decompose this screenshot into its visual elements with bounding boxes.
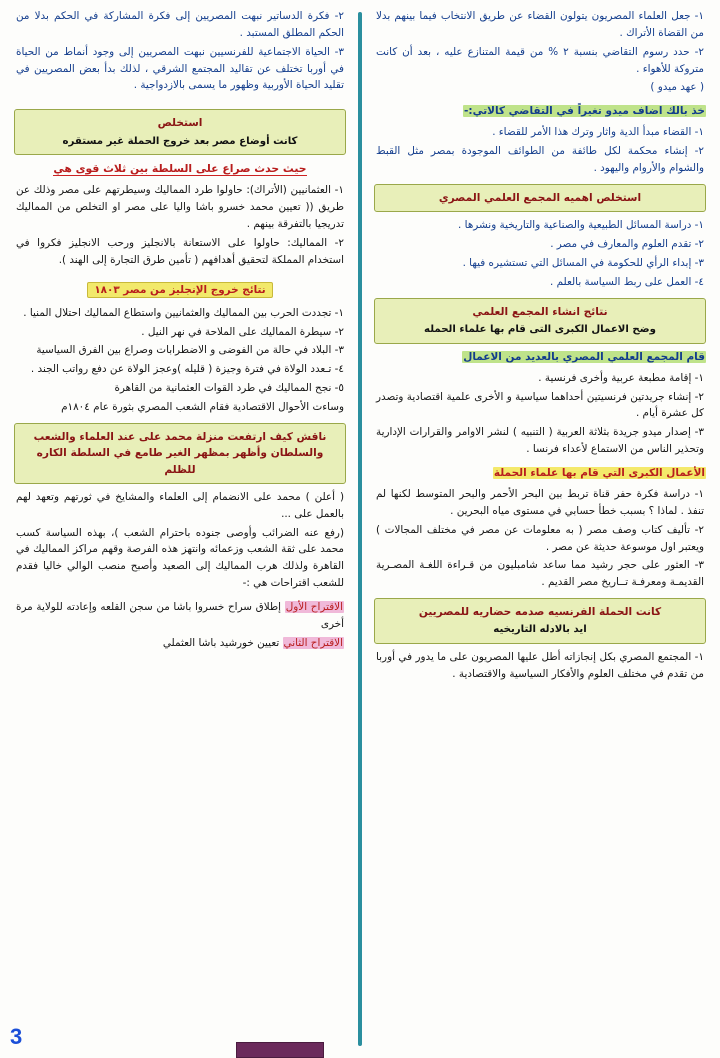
scientific-banner (374, 184, 706, 212)
results-tail: وساءت الأحوال الاقتصادية فقام الشعب المصري بثورة عام ١٨٠٤م (61, 400, 344, 413)
proposal-2-label: الاقتراح الثاني (283, 636, 343, 649)
summary-banner (14, 109, 346, 155)
column-divider (358, 12, 362, 1046)
mido-note: خذ بالك اضاف ميدو تغيراً في التقاضي كالاتي:- (464, 105, 705, 118)
results-tag-line (14, 278, 346, 298)
scientific-items (374, 217, 706, 292)
results-tag: نتائج خروج الإنجليز من مصر ١٨٠٣ (87, 282, 272, 298)
results-item-2: ٢- سيطرة المماليك على الملاحة في نهر النيل . (141, 325, 344, 338)
mido-item-2: ٢- إنشاء محكمة لكل طائفة من الطوائف الموجودة بمصر مثل القبط والشوام والأروام واليهود . (376, 145, 704, 174)
scientific-item-3: ٣- إبداء الرأي للحكومة في المسائل التي تستشيره فيها . (462, 256, 704, 269)
left-top-items (374, 8, 706, 98)
results-items (14, 305, 346, 418)
scientific-item-1: ١- دراسة المسائل الطبيعية والصناعية والتاريخية ونشرها . (458, 219, 704, 232)
major-works-heading: الأعمال الكبرى التي قام بها علماء الحملة (493, 466, 705, 479)
major-works-item-2: ٢- تأليف كتاب وصف مصر ( به معلومات عن مصر في مختلف المجالات ) ويعتبر اول موسوعة حديثة عن مصر . (376, 523, 704, 553)
left-top-item-3: ( عهد ميدو ) (650, 81, 704, 94)
proposal-1 (16, 599, 344, 633)
conflict-item-2: ٢- المماليك: حاولوا على الاستعانة بالانجليز ورحب الانجليز فكروا في استخدام المملكة لتحقيق أهدافهم ( تأمين طرق التجارة إلى الهند ). (16, 236, 344, 266)
proposal-2 (16, 635, 344, 652)
discuss-banner (14, 423, 346, 484)
conflict-item-1: ١- العثمانيين (الأتراك): حاولوا طرد المماليك وسيطرتهم على مصر وذلك عن طريق (( تعيين محمد خسرو باشا واليا على مصر او التخلص من المماليك تدريجيا بالتفرقة بينهم . (16, 184, 344, 231)
discuss-banner-text: ناقش كيف ارتفعت منزلة محمد على عند العلماء والشعب والسلطان وأظهر بمظهر الغير طامع في السلطة الكاره للظلم (33, 430, 327, 476)
works-item-3: ٣- إصدار ميدو جريدة بثلاثة العربية ( التنبيه ) لنشر الاوامر والقرارات الإدارية وتحذير الناس من الاستماع لأعداء فرنسا . (376, 426, 704, 456)
discuss-items (14, 489, 346, 594)
right-top-item-2: ٣- الحياة الاجتماعية للفرنسيين نبهت المصريين إلى وجود أنماط من الحياة في أوربا تختلف عن تقاليد المجتمع الشرقي ، لذلك بدأ بعض المصريين في تقليد الحياة الأوربية وظهور ما يسمى بالازدواجية . (16, 45, 344, 92)
scientific-item-4: ٤- العمل على ربط السياسة بالعلم . (550, 275, 704, 288)
right-column (8, 6, 352, 1052)
major-works-item-3: ٣- العثور على حجر رشيد مما ساعد شامبليون من قـراءة اللغـة المصـرية القديمـة ومعرفـة تــاريخ مصر القديم . (376, 559, 704, 589)
results-banner (374, 298, 706, 344)
works-items (374, 370, 706, 460)
conflict-heading: حيث حدث صراع على السلطة بين ثلاث قوى هي (53, 162, 307, 176)
major-works-items (374, 486, 706, 593)
shock-banner (374, 598, 706, 644)
scientific-item-2: ٢- تقدم العلوم والمعارف في مصر . (550, 238, 704, 250)
proposal-1-text: إطلاق سراح خسروا باشا من سجن القلعه وإعادته للولاية مرة أخرى (16, 601, 344, 630)
left-column (368, 6, 712, 1052)
proposal-2-text: تعيين خورشيد باشا العثملي (162, 636, 280, 649)
major-works-item-1: ١- دراسة فكرة حفر قناة تربط بين البحر الأحمر والبحر المتوسط لكنها لم تنفذ . لماذا ؟ بسبب خطأ حسابي في مستوى مياه البحرين . (376, 487, 704, 517)
results-banner-title: نتائج انشاء المجمع العلمي (472, 305, 608, 318)
summary-banner-text: كانت أوضاع مصر بعد خروج الحملة غير مستقره (62, 135, 298, 147)
shock-banner-line2: ايد بالادله التاريخيه (493, 624, 587, 636)
shock-banner-line1: كانت الحملة الفرنسيه صدمه حضاريه للمصريين (418, 606, 662, 619)
right-top-items (14, 8, 346, 96)
works-heading: قام المجمع العلمي المصري بالعديد من الاعمال (463, 350, 705, 363)
mido-item-1: ١- القضاء مبدأ الدية واثار وترك هذا الأمر للقضاء . (492, 126, 704, 139)
results-item-4: ٤- تـعدد الولاة في فترة وجيزة ( قليله )وعجز الولاة عن دفع رواتب الجند . (30, 363, 344, 376)
scientific-banner-text: استخلص اهميه المجمع العلمي المصري (438, 191, 642, 204)
bottom-purple-strip (236, 1042, 324, 1058)
conflict-items (14, 182, 346, 270)
shock-item-1: ١- المجتمع المصري بكل إنجازاته أطل عليها المصريون على ما يدور في أوربا من تقدم في مختلف العلوم والأفكار السياسية والاقتصادية . (376, 651, 704, 681)
left-top-item-1: ١- جعل العلماء المصريون يتولون القضاء عن طريق الانتخاب فيما بينهم بدلا من القضاة الأتراك . (376, 10, 704, 39)
discuss-item-1: ( أعلن ) محمد على الانضمام إلى العلماء والمشايخ في ثورتهم وتعهد لهم بالعمل على ... (16, 490, 344, 520)
results-item-1: ١- تجددت الحرب بين المماليك والعثمانيين واستطاع المماليك احتلال المنيا . (23, 306, 344, 319)
results-item-5: ٥- نجح المماليك في طرد القوات العثمانية من القاهرة (114, 382, 344, 395)
results-banner-sub: وضح الاعمال الكبرى التى قام بها علماء الحمله (424, 323, 656, 335)
proposal-1-label: الاقتراح الأول (285, 601, 343, 613)
mido-items (374, 124, 706, 179)
shock-items (374, 649, 706, 685)
works-item-2: ٢- إنشاء جريدتين فرنسيتين أحداهما سياسية و الأخرى علمية اقتصادية وتصدر كل عشرة أيام . (376, 390, 704, 420)
summary-banner-title: استخلص (157, 117, 203, 130)
results-item-3: ٣- البلاد في حالة من الفوضى و الاضطرابات وصراع بين الفرق السياسية (36, 344, 344, 357)
left-top-item-2: ٢- حدد رسوم التقاضي بنسبة ٢ % من قيمة المتنازع عليه ، بعد أن كانت متروكة للأهواء . (376, 45, 704, 75)
works-item-1: ١- إقامة مطبعة عربية وأخرى فرنسية . (538, 371, 704, 384)
discuss-item-2: (رفع عنه الضرائب وأوصى جنوده باحترام الشعب )، بهذه السياسة كسب محمد على ثقة الشعب وزعمائه وانتهز هذه الفرصة وقهم مراكز المماليك في القاهرة ولذلك هرب المماليك إلى الصعيد وأصبح منصب الوالي خاليا فقدم للشعب اقتراحات هي :- (16, 526, 344, 590)
proposals (14, 599, 346, 654)
page-number: 3 (10, 1024, 23, 1049)
right-top-item-1: ٢- فكرة الدساتير نبهت المصريين إلى فكرة المشاركة في الحكم بدلا من الحكم المطلق المستبد . (16, 10, 344, 39)
